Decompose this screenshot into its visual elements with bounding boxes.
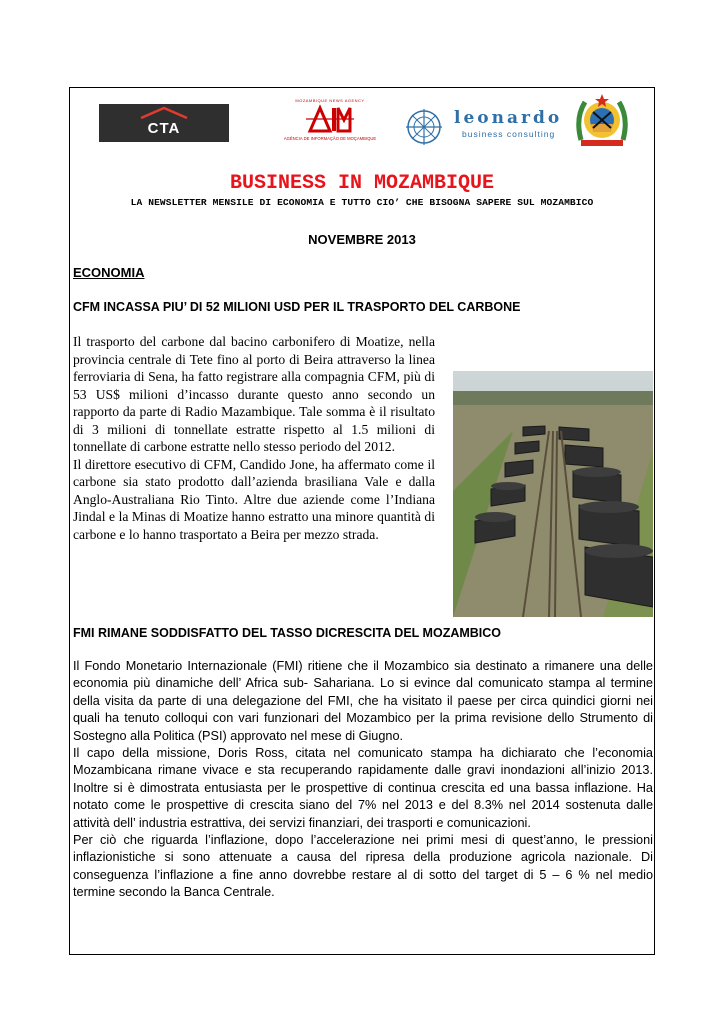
aim-logo-bottom-text: AGÊNCIA DE INFORMAÇÃO DE MOÇAMBIQUE: [283, 136, 377, 141]
coat-of-arms-icon: [573, 90, 631, 148]
aim-logo: [272, 98, 388, 146]
newsletter-subtitle: LA NEWSLETTER MENSILE DI ECONOMIA E TUTTO CIO’ CHE BISOGNA SAPERE SUL MOZAMBICO: [130, 197, 594, 208]
leonardo-emblem-icon: [402, 106, 450, 146]
cta-logo-text: CTA: [147, 120, 181, 137]
article1-headline: CFM INCASSA PIU’ DI 52 MILIONI USD PER IL TRASPORTO DEL CARBONE: [73, 300, 521, 314]
issue-date: NOVEMBRE 2013: [308, 232, 416, 247]
mozambique-emblem: [573, 90, 631, 148]
article2-paragraph-1: Il Fondo Monetario Internazionale (FMI) ritiene che il Mozambico sia destinato a rimanere una delle economia più dinamiche dell’ Africa sub- Sahariana. Lo si evince dal comunicato stampa al termine della visita da parte di una delegazione del FMI, che ha visitato il paese per circa quindici giorni nei quali ha tenuto colloqui con vari funzionari del Mozambico per la prima revisione dello Strumento di Sostegno alla Politica (PSI) approvato nel mese di Giugno.: [73, 659, 653, 743]
coal-train-photo: [453, 371, 653, 617]
aim-logo-top-text: MOZAMBIQUE NEWS AGENCY: [295, 98, 365, 103]
cta-logo: [99, 104, 229, 142]
leonardo-logo: [402, 106, 562, 146]
article1-paragraph-1: Il trasporto del carbone dal bacino carbonifero di Moatize, nella provincia centrale di Tete fino al porto di Beira attraverso la linea ferroviaria di Sena, ha fatto registrare alla compagnia CFM, più di 53 US$ milioni d’incasso durante questo anno secondo un rapporto da parte di Radio Mazambique. Tale somma è il risultato di 3 milioni di tonnellate estratte rispetto al 1.5 milioni di tonnellate di carbone estratte nello stesso periodo del 2012.: [73, 334, 435, 454]
leonardo-logo-sub: business consulting: [462, 129, 556, 139]
article2-body: [73, 658, 653, 902]
article2-headline: FMI RIMANE SODDISFATTO DEL TASSO DICRESCITA DEL MOZAMBICO: [73, 626, 502, 640]
article2-paragraph-3: Per ciò che riguarda l’inflazione, dopo l’accelerazione nei primi mesi di quest’anno, le pressioni inflazionistiche si sono attenuate a causa del ripresa della produzione agricola nazionale. Di conseguenza l’inflazione a fine anno dovrebbe restare al di sotto del target di 5 – 6 % nel medio termine secondo la Banca Centrale.: [73, 833, 653, 900]
article2-paragraph-2: Il capo della missione, Doris Ross, citata nel comunicato stampa ha dichiarato che l’economia Mozambicana rimane vivace e sta recuperando rapidamente dalle gravi inondazioni all’inizio 2013. Inoltre si è dimostrata entusiasta per le prospettive di continua crescita ed una bassa inflazione. Ha notato come le prospettive di crescita siano del 7% nel 2013 e del 8.3% nel 2014 sostenuta dalle attività dell’ industria estrattiva, dei servizi finanziari, dei trasporti e comunicazioni.: [73, 746, 653, 830]
newsletter-title: BUSINESS IN MOZAMBIQUE: [229, 172, 495, 195]
leonardo-logo-word: leonardo: [454, 108, 563, 128]
article1-body: [73, 333, 653, 617]
section-heading: ECONOMIA: [73, 265, 145, 280]
article1-paragraph-2: Il direttore esecutivo di CFM, Candido Jone, ha affermato come il carbone sia stato prodotto dall’azienda brasiliana Vale e dalla Anglo-Australiana Rio Tinto. Altre due aziende come l’Indiana Jindal e la Minas di Moatize hanno estratto una minore quantità di carbone e lo hanno trasportato a Beira per mezzo strada.: [73, 456, 435, 542]
article1-paragraph: [73, 333, 653, 456]
